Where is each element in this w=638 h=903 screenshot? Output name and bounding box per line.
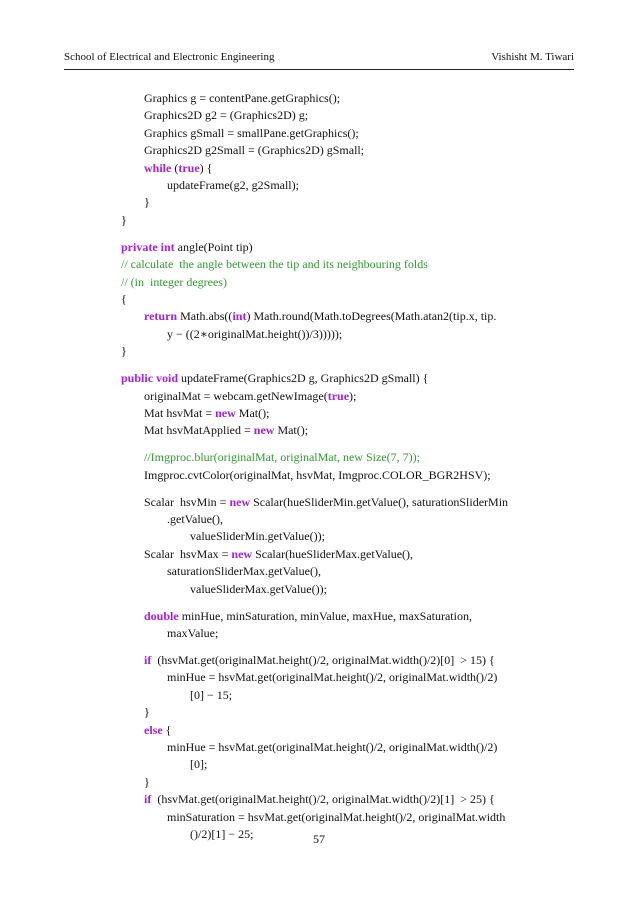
header-author: Vishisht M. Tiwari [491, 51, 574, 63]
code-text: minHue = hsvMat.get(originalMat.height()/2, originalMat.width()/2) [167, 740, 498, 755]
code-line [144, 494, 508, 511]
code-text: Scalar(hueSliderMin.getValue(), saturationSliderMin [250, 494, 509, 509]
code-line [167, 739, 497, 756]
code-line [144, 388, 356, 405]
code-keyword: while [144, 160, 172, 175]
code-line [121, 239, 253, 256]
code-keyword: int [232, 309, 247, 324]
code-text: minSaturation = hsvMat.get(originalMat.height()/2, originalMat.width [167, 809, 506, 824]
code-text: Math.abs(( [177, 309, 233, 324]
code-text: originalMat = webcam.getNewImage( [144, 388, 328, 403]
code-text: maxValue; [167, 626, 219, 641]
code-line [121, 212, 127, 229]
code-keyword: new [231, 546, 253, 561]
code-text: Graphics g = contentPane.getGraphics(); [144, 91, 341, 105]
code-line [144, 652, 495, 669]
code-line [144, 90, 340, 107]
code-text: minHue, minSaturation, minValue, maxHue, maxSaturation, [178, 608, 472, 623]
code-text: Scalar(hueSliderMax.getValue(), [252, 546, 414, 561]
code-text: minHue = hsvMat.get(originalMat.height()/2, originalMat.width()/2) [167, 670, 498, 685]
code-line [167, 809, 505, 826]
code-line [167, 669, 497, 686]
code-text: ) Math.round(Math.toDegrees(Math.atan2(tip.x, tip. [246, 309, 497, 324]
code-line [190, 581, 327, 598]
running-header [64, 51, 574, 67]
code-line [144, 308, 496, 325]
code-keyword: if [144, 792, 152, 807]
code-text: valueSliderMax.getValue()); [190, 581, 327, 596]
code-text: Mat hsvMat = [144, 405, 216, 420]
code-line [190, 528, 325, 545]
code-line [167, 177, 299, 194]
header-rule [64, 69, 574, 70]
code-text: Scalar hsvMin = [144, 494, 230, 509]
code-text: Mat(); [235, 405, 270, 420]
code-keyword: new [253, 423, 275, 438]
code-keyword: void [156, 371, 179, 386]
code-line [121, 256, 428, 273]
code-line [167, 326, 342, 343]
code-text: } [144, 705, 150, 720]
code-line [144, 546, 413, 563]
code-text: [0]; [190, 757, 208, 772]
code-text: Graphics2D g2 = (Graphics2D) g; [144, 108, 309, 123]
code-line [144, 704, 150, 721]
code-line [121, 343, 127, 360]
code-line [190, 756, 207, 773]
code-line [167, 511, 223, 528]
code-line [190, 687, 232, 704]
code-text: ()/2)[1] − 25; [190, 827, 254, 842]
code-text: Imgproc.cvtColor(originalMat, hsvMat, Imgproc.COLOR_BGR2HSV); [144, 467, 491, 482]
code-keyword: return [144, 309, 178, 324]
code-keyword: private [121, 239, 158, 254]
code-comment: // calculate the angle between the tip and its neighbouring folds [121, 257, 428, 272]
code-comment: // (in integer degrees) [121, 274, 227, 289]
code-line [144, 422, 308, 439]
code-text: ( [171, 160, 179, 175]
code-line [121, 291, 127, 308]
code-text: angle(Point tip) [174, 239, 253, 254]
code-line [144, 125, 359, 142]
code-line [144, 405, 269, 422]
code-keyword: double [144, 608, 179, 623]
code-text: saturationSliderMax.getValue(), [167, 564, 321, 579]
code-text: updateFrame(Graphics2D g, Graphics2D gSmall) { [178, 371, 429, 386]
code-line [144, 774, 150, 791]
code-text: ) { [199, 160, 213, 175]
code-comment: //Imgproc.blur(originalMat, originalMat, new Size(7, 7)); [144, 450, 420, 465]
code-text: y − ((2∗originalMat.height())/3))))); [167, 326, 343, 341]
code-text: } [121, 212, 127, 227]
code-text: .getValue(), [167, 512, 223, 527]
code-line [167, 563, 321, 580]
code-keyword: new [229, 494, 251, 509]
code-line [144, 467, 491, 484]
code-text: Scalar hsvMax = [144, 546, 232, 561]
code-keyword: int [160, 239, 175, 254]
code-text: } [144, 774, 150, 789]
code-text: } [144, 195, 150, 210]
code-text: updateFrame(g2, g2Small); [167, 178, 299, 192]
code-text: valueSliderMin.getValue()); [190, 529, 325, 544]
code-text: Mat hsvMatApplied = [144, 423, 254, 438]
code-line [144, 160, 212, 177]
code-text: Graphics gSmall = smallPane.getGraphics(); [144, 125, 359, 140]
code-keyword: true [327, 388, 350, 403]
code-line [144, 194, 150, 211]
code-line [167, 625, 218, 642]
code-text: (hsvMat.get(originalMat.height()/2, originalMat.width()/2)[0] > 15) { [151, 653, 495, 668]
code-text: { [121, 291, 127, 306]
code-text: [0] − 15; [190, 687, 233, 702]
code-keyword: true [178, 160, 200, 175]
code-line [144, 449, 420, 466]
code-line [121, 370, 428, 387]
code-keyword: new [215, 405, 236, 420]
code-text: ); [349, 388, 357, 403]
code-text: { [162, 722, 172, 737]
header-school: School of Electrical and Electronic Engineering [64, 51, 275, 63]
code-line [144, 791, 495, 808]
code-line [144, 722, 171, 739]
code-text: } [121, 344, 127, 359]
code-text: (hsvMat.get(originalMat.height()/2, originalMat.width()/2)[1] > 25) { [151, 792, 495, 807]
code-line [144, 107, 308, 124]
code-line [121, 274, 227, 291]
code-text: Mat(); [274, 423, 309, 438]
code-text: Graphics2D g2Small = (Graphics2D) gSmall; [144, 143, 365, 158]
code-line [144, 142, 364, 159]
code-keyword: if [144, 653, 152, 668]
code-line [144, 608, 472, 625]
page-number: 57 [313, 832, 325, 846]
code-keyword: public [121, 371, 154, 386]
code-keyword: else [144, 722, 163, 737]
